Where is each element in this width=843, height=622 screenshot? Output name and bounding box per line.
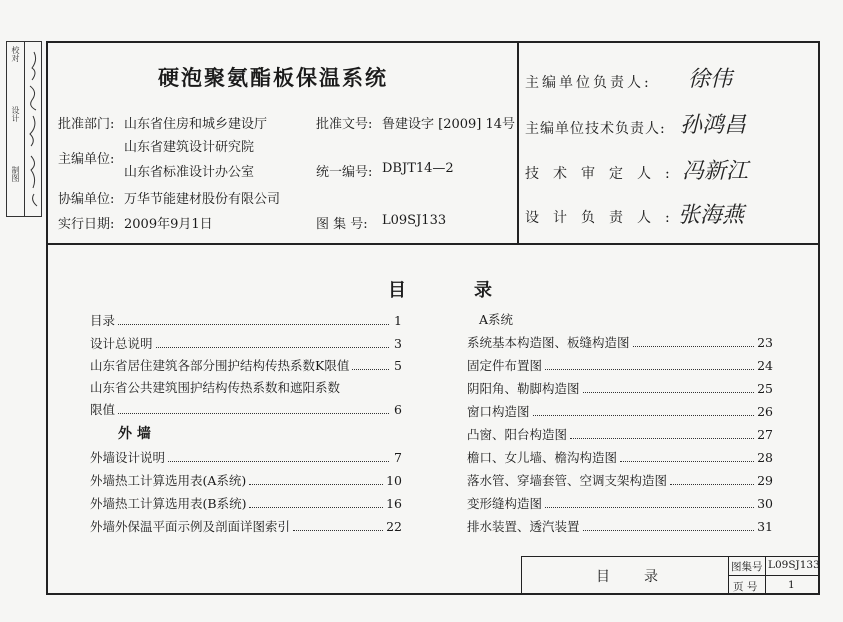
toc-entry-page: 22 xyxy=(386,519,402,534)
title-block-page-value: 1 xyxy=(788,579,795,591)
toc-section-a: A系统 xyxy=(479,312,514,327)
unified-no-label: 统一编号: xyxy=(316,165,373,180)
toc-entry-page: 24 xyxy=(757,358,773,373)
toc-entry[interactable] xyxy=(90,517,402,535)
toc-entry-page: 25 xyxy=(757,381,773,396)
toc-leader xyxy=(670,484,754,485)
responsible-design-label: 设计负责人: xyxy=(525,210,684,226)
toc-entry-page: 7 xyxy=(394,450,402,465)
toc-entry[interactable] xyxy=(467,333,773,351)
toc-leader xyxy=(583,530,755,531)
toc-leader xyxy=(249,484,383,485)
toc-entry-title: 檐口、女儿墙、檐沟构造图 xyxy=(467,450,618,465)
responsible-tech-label: 主编单位技术负责人: xyxy=(525,121,666,137)
toc-leader xyxy=(533,415,755,416)
title-block-atlas-value: L09SJ133 xyxy=(768,559,820,571)
header-bottom-rule xyxy=(46,243,820,245)
toc-entry-title: 凸窗、阳台构造图 xyxy=(467,427,568,442)
toc-entry[interactable] xyxy=(90,400,402,418)
sidebar-cell-check: 校对 xyxy=(11,46,20,62)
toc-entry[interactable] xyxy=(90,494,402,512)
sidebar-divider xyxy=(24,42,25,216)
approval-sidebar xyxy=(6,41,42,217)
sidebar-signatures xyxy=(26,46,41,212)
date-value: 2009年9月1日 xyxy=(124,217,213,232)
editor-label: 主编单位: xyxy=(58,152,115,167)
toc-leader xyxy=(118,413,389,414)
toc-entry[interactable] xyxy=(90,471,402,489)
toc-entry-page: 16 xyxy=(386,496,402,511)
toc-entry-title: 系统基本构造图、板缝构造图 xyxy=(467,335,630,350)
toc-entry-page: 23 xyxy=(757,335,773,350)
toc-entry-page: 1 xyxy=(394,313,402,328)
toc-heading-mu: 目 xyxy=(388,280,408,301)
document-title: 硬泡聚氨酯板保温系统 xyxy=(158,66,388,90)
toc-entry-title: 窗口构造图 xyxy=(467,404,530,419)
toc-entry-title: 外墙热工计算选用表(B系统) xyxy=(90,496,247,511)
toc-entry[interactable] xyxy=(90,334,402,352)
approval-docno-label: 批准文号: xyxy=(316,117,373,132)
toc-entry-title: 外墙热工计算选用表(A系统) xyxy=(90,473,247,488)
coop-value: 万华节能建材股份有限公司 xyxy=(124,192,281,207)
toc-entry[interactable] xyxy=(467,356,773,374)
toc-entry-page: 3 xyxy=(394,336,402,351)
toc-entry[interactable] xyxy=(467,448,773,466)
title-block-name-mu: 目 xyxy=(596,569,610,585)
toc-leader xyxy=(249,507,383,508)
approval-dept-label: 批准部门: xyxy=(58,117,115,132)
toc-entry[interactable] xyxy=(90,448,402,466)
toc-entry-page: 30 xyxy=(757,496,773,511)
title-block-name-lu: 录 xyxy=(644,569,658,585)
toc-section-waiqiang: 外 墙 xyxy=(118,426,151,442)
title-block-top-rule xyxy=(521,556,820,557)
responsible-review-label: 技术审定人: xyxy=(525,166,684,182)
toc-leader xyxy=(583,392,755,393)
unified-no-value: DBJT14—2 xyxy=(382,161,454,176)
coop-label: 协编单位: xyxy=(58,192,115,207)
sidebar-cell-design: 设计 xyxy=(11,106,20,122)
toc-leader xyxy=(118,324,389,325)
toc-leader xyxy=(156,347,389,348)
toc-entry-title: 外墙设计说明 xyxy=(90,450,166,465)
editor-value-2: 山东省标准设计办公室 xyxy=(124,165,255,180)
responsible-chief-signature: 徐伟 xyxy=(688,67,733,92)
toc-entry-page: 28 xyxy=(757,450,773,465)
toc-entry-title: 阴阳角、勒脚构造图 xyxy=(467,381,580,396)
atlas-no-label: 图 集 号: xyxy=(316,217,368,232)
toc-entry[interactable] xyxy=(467,494,773,512)
toc-entry-page: 31 xyxy=(757,519,773,534)
toc-entry[interactable] xyxy=(90,356,402,374)
title-block-atlas-label: 图集号 xyxy=(731,561,763,573)
toc-entry[interactable] xyxy=(90,311,402,329)
toc-entry-title-continued[interactable]: 山东省公共建筑围护结构传热系数和遮阳系数 xyxy=(90,380,341,395)
responsible-design-signature: 张海燕 xyxy=(678,203,745,228)
toc-entry-title: 限值 xyxy=(90,402,116,417)
header-vertical-divider xyxy=(517,41,519,244)
toc-entry-title: 设计总说明 xyxy=(90,336,153,351)
toc-leader xyxy=(545,507,754,508)
toc-leader xyxy=(570,438,754,439)
toc-leader xyxy=(633,346,755,347)
toc-leader xyxy=(620,461,754,462)
approval-docno-value: 鲁建设字 [2009] 14号 xyxy=(382,117,516,132)
toc-entry-title: 变形缝构造图 xyxy=(467,496,543,511)
toc-leader xyxy=(545,369,754,370)
atlas-no-value: L09SJ133 xyxy=(382,213,447,228)
toc-leader xyxy=(352,369,389,370)
toc-entry-title: 固定件布置图 xyxy=(467,358,543,373)
toc-entry[interactable] xyxy=(467,517,773,535)
toc-entry-title: 山东省居住建筑各部分围护结构传热系数K限值 xyxy=(90,358,350,373)
toc-entry-title: 外墙外保温平面示例及剖面详图索引 xyxy=(90,519,291,534)
toc-entry-page: 6 xyxy=(394,402,402,417)
toc-heading-lu: 录 xyxy=(474,280,494,301)
toc-entry-title: 落水管、穿墙套管、空调支架构造图 xyxy=(467,473,668,488)
title-block-split-rule xyxy=(728,575,820,576)
toc-entry-title: 目录 xyxy=(90,313,116,328)
responsible-chief-label: 主编单位负责人: xyxy=(525,75,652,91)
toc-entry[interactable] xyxy=(467,379,773,397)
toc-entry-page: 26 xyxy=(757,404,773,419)
toc-entry-page: 27 xyxy=(757,427,773,442)
date-label: 实行日期: xyxy=(58,217,115,232)
toc-entry[interactable] xyxy=(467,471,773,489)
toc-entry-page: 10 xyxy=(386,473,402,488)
toc-entry[interactable] xyxy=(467,425,773,443)
toc-entry-title: 排水装置、透汽装置 xyxy=(467,519,580,534)
title-block-left-rule xyxy=(521,556,522,595)
editor-value-1: 山东省建筑设计研究院 xyxy=(124,140,255,155)
toc-entry-page: 29 xyxy=(757,473,773,488)
title-block-page-label: 页 号 xyxy=(733,581,758,593)
toc-leader xyxy=(293,530,383,531)
responsible-review-signature: 冯新江 xyxy=(682,159,749,184)
responsible-tech-signature: 孙鸿昌 xyxy=(680,113,747,138)
approval-dept-value: 山东省住房和城乡建设厅 xyxy=(124,117,268,132)
sidebar-cell-draw: 制图 xyxy=(11,166,20,182)
toc-entry-page: 5 xyxy=(394,358,402,373)
toc-leader xyxy=(168,461,389,462)
toc-entry[interactable] xyxy=(467,402,773,420)
